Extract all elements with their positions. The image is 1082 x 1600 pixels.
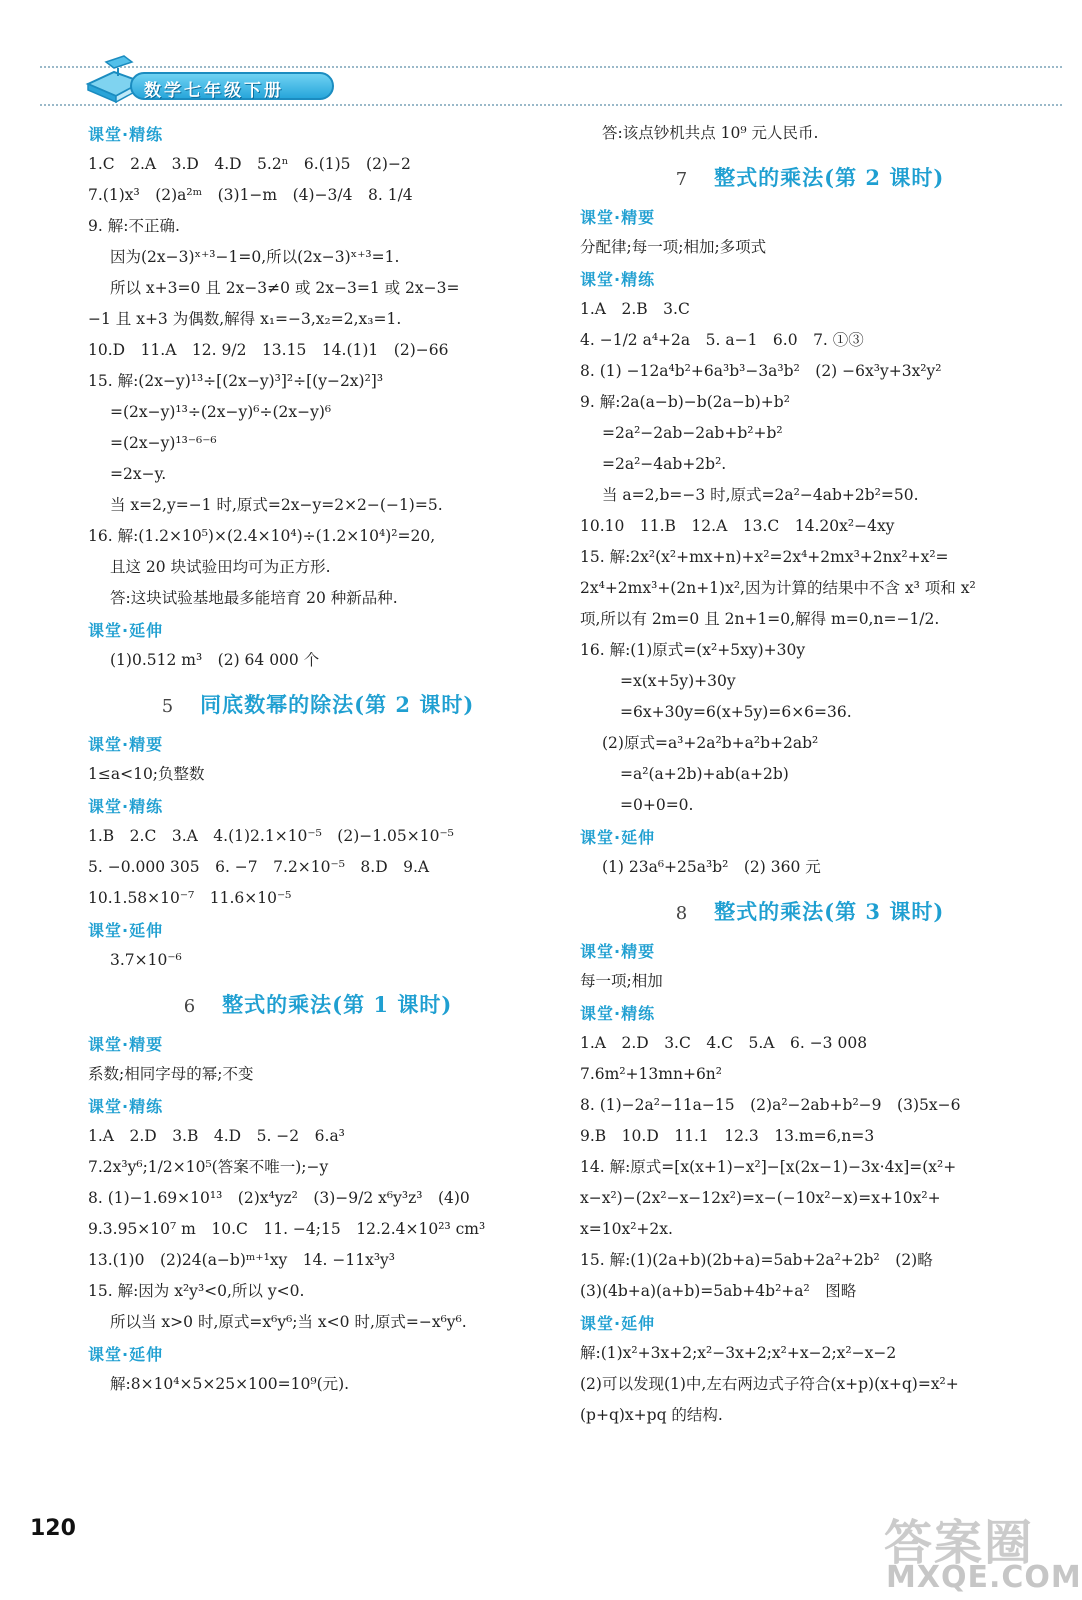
answer-line: =2a²−2ab−2ab+b²+b² [602,424,783,442]
watermark-text-bottom: MXQE.COM [886,1560,1082,1595]
answer-line: x−x²)−(2x²−x−12x²)=x−(−10x²−x)=x+10x²+ [580,1189,941,1207]
answer-line: (1)0.512 m³ (2) 64 000 个 [110,651,320,669]
answer-line: 项,所以有 2m=0 且 2n+1=0,解得 m=0,n=−1/2. [580,610,940,628]
lesson-title [580,889,1040,935]
section-label: 课堂·延伸 [580,828,656,847]
lesson-name: 整式的乘法(第 2 课时) [714,165,945,190]
section-label: 课堂·精要 [88,735,164,754]
answer-line: 3.7×10⁻⁶ [110,951,182,969]
lesson-title [88,682,548,728]
left-column [88,118,548,1400]
section-label: 课堂·精练 [88,125,164,144]
answer-line: 7.(1)x³ (2)a²ᵐ (3)1−m (4)−3/4 8. 1/4 [88,186,413,204]
answer-line: (3)(4b+a)(a+b)=5ab+4b²+a² 图略 [580,1282,857,1300]
answer-line: 当 a=2,b=−3 时,原式=2a²−4ab+2b²=50. [602,486,919,504]
answer-line: 9. 解:不正确. [88,217,180,235]
answer-line: 9.3.95×10⁷ m 10.C 11. −4;15 12.2.4×10²³ cm³ [88,1220,486,1238]
answer-line: 15. 解:(1)(2a+b)(2b+a)=5ab+2a²+2b² (2)略 [580,1251,933,1269]
answer-line: 13.(1)0 (2)24(a−b)ᵐ⁺¹xy 14. −11x³y³ [88,1251,396,1269]
answer-line: 16. 解:(1)原式=(x²+5xy)+30y [580,641,806,659]
answer-line: (1) 23a⁶+25a³b² (2) 360 元 [602,858,821,876]
lesson-title [88,982,548,1028]
answer-line: 1.C 2.A 3.D 4.D 5.2ⁿ 6.(1)5 (2)−2 [88,155,411,173]
answer-line: 4. −1/2 a⁴+2a 5. a−1 6.0 7. ①③ [580,331,864,349]
lesson-name: 整式的乘法(第 1 课时) [222,992,453,1017]
answer-line: 10.10 11.B 12.A 13.C 14.20x²−4xy [580,517,895,535]
section-label: 课堂·精要 [580,208,656,227]
section-label: 课堂·延伸 [88,921,164,940]
answer-line: 所以 x+3=0 且 2x−3≠0 或 2x−3=1 或 2x−3= [110,279,460,297]
header-banner [84,48,324,108]
answer-line: 1.A 2.B 3.C [580,300,690,318]
answer-line: 所以当 x>0 时,原式=x⁶y⁶;当 x<0 时,原式=−x⁶y⁶. [110,1313,467,1331]
answer-line: =6x+30y=6(x+5y)=6×6=36. [620,703,852,721]
lesson-number: 6 [183,996,197,1017]
answer-line: (p+q)x+pq 的结构. [580,1406,723,1424]
section-label: 课堂·精要 [580,942,656,961]
answer-line: 14. 解:原式=[x(x+1)−x²]−[x(2x−1)−3x·4x]=(x²+ [580,1158,957,1176]
answer-line: 当 x=2,y=−1 时,原式=2x−y=2×2−(−1)=5. [110,496,443,514]
section-label: 课堂·精练 [580,1004,656,1023]
answer-line: =a²(a+2b)+ab(a+2b) [620,765,789,783]
answer-line: =x(x+5y)+30y [620,672,736,690]
section-label: 课堂·延伸 [580,1314,656,1333]
answer-line: =2x−y. [110,465,167,483]
lesson-number: 7 [675,169,689,190]
answer-line: 2x⁴+2mx³+(2n+1)x²,因为计算的结果中不含 x³ 项和 x² [580,579,976,597]
answer-line: 每一项;相加 [580,972,663,990]
answer-line: x=10x²+2x. [580,1220,673,1238]
answer-line: 7.2x³y⁶;1/2×10⁵(答案不唯一);−y [88,1158,329,1176]
answer-line: 解:(1)x²+3x+2;x²−3x+2;x²+x−2;x²−x−2 [580,1344,897,1362]
answer-line: 10.D 11.A 12. 9/2 13.15 14.(1)1 (2)−66 [88,341,449,359]
answer-line: 系数;相同字母的幂;不变 [88,1065,254,1083]
answer-line: 因为(2x−3)ˣ⁺³−1=0,所以(2x−3)ˣ⁺³=1. [110,248,400,266]
answer-line: 1.B 2.C 3.A 4.(1)2.1×10⁻⁵ (2)−1.05×10⁻⁵ [88,827,454,845]
answer-line: (2)原式=a³+2a²b+a²b+2ab² [602,734,819,752]
answer-line: 16. 解:(1.2×10⁵)×(2.4×10⁴)÷(1.2×10⁴)²=20, [88,527,436,545]
answer-line: 15. 解:(2x−y)¹³÷[(2x−y)³]²÷[(y−2x)²]³ [88,372,384,390]
answer-line: 8. (1)−2a²−11a−15 (2)a²−2ab+b²−9 (3)5x−6 [580,1096,961,1114]
answer-line: 答:该点钞机共点 10⁹ 元人民币. [602,124,819,142]
answer-line: 解:8×10⁴×5×25×100=10⁹(元). [110,1375,350,1393]
answer-line: 1≤a<10;负整数 [88,765,205,783]
answer-line: 1.A 2.D 3.B 4.D 5. −2 6.a³ [88,1127,345,1145]
answer-line: 分配律;每一项;相加;多项式 [580,238,767,256]
answer-line: 1.A 2.D 3.C 4.C 5.A 6. −3 008 [580,1034,868,1052]
answer-line: −1 且 x+3 为偶数,解得 x₁=−3,x₂=2,x₃=1. [88,310,402,328]
answer-line: (2)可以发现(1)中,左右两边式子符合(x+p)(x+q)=x²+ [580,1375,959,1393]
lesson-title [580,155,1040,201]
answer-line: =(2x−y)¹³÷(2x−y)⁶÷(2x−y)⁶ [110,403,332,421]
lesson-number: 5 [161,696,175,717]
answer-line: 10.1.58×10⁻⁷ 11.6×10⁻⁵ [88,889,292,907]
answer-line: 9. 解:2a(a−b)−b(2a−b)+b² [580,393,790,411]
answer-line: 7.6m²+13mn+6n² [580,1065,722,1083]
answer-line: 8. (1)−1.69×10¹³ (2)x⁴yz² (3)−9/2 x⁶y³z³ (4)0 [88,1189,470,1207]
answer-line: 9.B 10.D 11.1 12.3 13.m=6,n=3 [580,1127,875,1145]
answer-line: 15. 解:2x²(x²+mx+n)+x²=2x⁴+2mx³+2nx²+x²= [580,548,949,566]
lesson-name: 同底数幂的除法(第 2 课时) [200,692,475,717]
section-label: 课堂·延伸 [88,1345,164,1364]
header-title-pill [130,72,334,100]
section-label: 课堂·延伸 [88,621,164,640]
section-label: 课堂·精要 [88,1035,164,1054]
watermark-logo [876,1504,1082,1596]
answer-line: 且这 20 块试验田均可为正方形. [110,558,331,576]
answer-line: 8. (1) −12a⁴b²+6a³b³−3a³b² (2) −6x³y+3x²y² [580,362,942,380]
section-label: 课堂·精练 [580,270,656,289]
answer-line: =2a²−4ab+2b². [602,455,727,473]
section-label: 课堂·精练 [88,1097,164,1116]
lesson-name: 整式的乘法(第 3 课时) [714,899,945,924]
right-column [580,118,1040,1431]
section-label: 课堂·精练 [88,797,164,816]
lesson-number: 8 [675,903,689,924]
header-title: 数学七年级下册 [144,81,284,101]
answer-line: 15. 解:因为 x²y³<0,所以 y<0. [88,1282,305,1300]
watermark-text-top: 答案圈 [884,1515,1035,1571]
answer-line: 5. −0.000 305 6. −7 7.2×10⁻⁵ 8.D 9.A [88,858,430,876]
answer-line: 答:这块试验基地最多能培育 20 种新品种. [110,589,398,607]
answer-line: =(2x−y)¹³⁻⁶⁻⁶ [110,434,217,452]
page-number: 120 [30,1516,76,1541]
answer-line: =0+0=0. [620,796,694,814]
